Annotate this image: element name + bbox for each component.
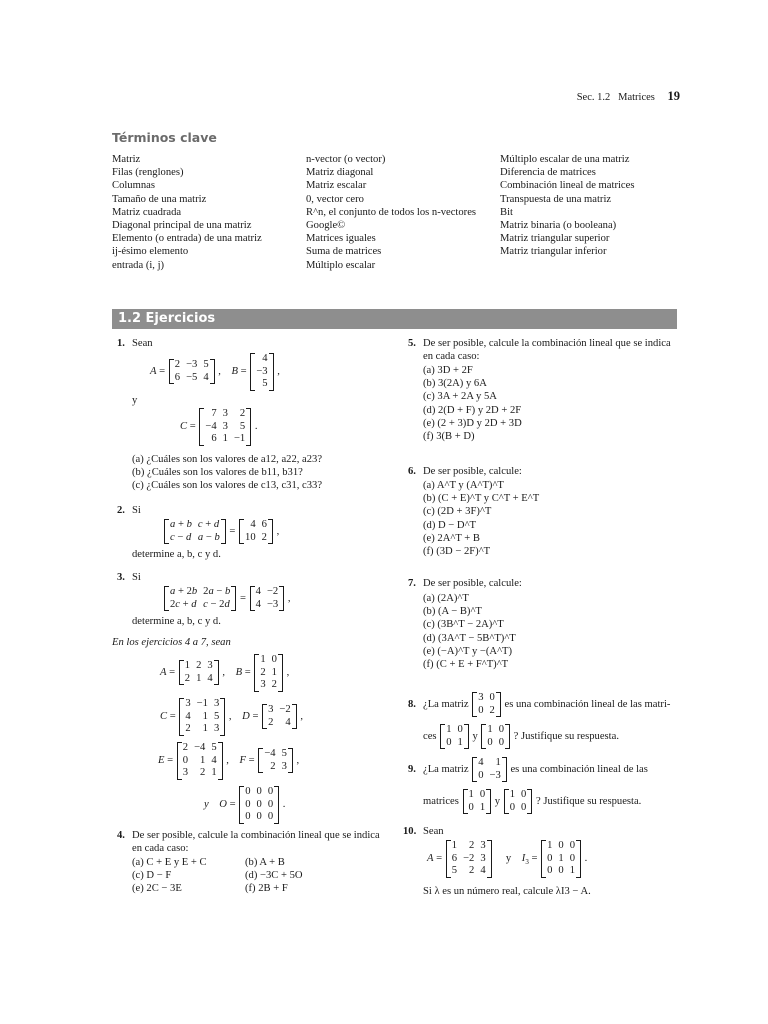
- exercise-10-tail: Si λ es un número real, calcule λI3 − A.: [423, 886, 591, 897]
- term: Transpuesta de una matriz: [500, 193, 612, 205]
- header-title: Matrices: [618, 92, 655, 103]
- list-item: (f) (3D − 2F)^T: [423, 545, 491, 557]
- list-item: (c) 3A + 2A y 5A: [423, 391, 497, 403]
- term: 0, vector cero: [306, 193, 364, 205]
- list-item: (f) (C + E + F^T)^T: [423, 658, 509, 670]
- term: Matriz binaria (o booleana): [500, 219, 617, 231]
- list-item: (e) 2C − 3E: [132, 883, 182, 895]
- matrix-equation-3: a + 2b 2a − b 2c + d c − 2d = 4 −2 4 −3 ,: [163, 586, 291, 611]
- exercise-number: 3.: [117, 572, 125, 583]
- matrix-C: 7 3 2 −4 3 5 6 1 −1: [199, 408, 251, 446]
- exercise-1: [117, 337, 153, 350]
- conjunction-y: y: [132, 395, 138, 406]
- exercise-9: 9. ¿La matriz 4 1 0 −3 es una combinación lineal de las: [408, 757, 648, 781]
- exercise-10: [403, 825, 444, 838]
- exercise-number: 9.: [408, 764, 416, 775]
- matrix-equation-A-B: A = 2 −3 5 6 −5 4 , B = 4 −3 5 ,: [150, 353, 280, 389]
- list-item: (b) (C + E)^T y C^T + E^T: [423, 493, 540, 505]
- term: Múltiplo escalar de una matriz: [500, 154, 630, 165]
- term: Matriz diagonal: [306, 167, 374, 179]
- list-item: (c) ¿Cuáles son los valores de c13, c31, c33?: [132, 480, 323, 492]
- list-item: (e) (2 + 3)D y 2D + 3D: [423, 417, 522, 429]
- exercise-text: De ser posible, calcule la combinación lineal que se indica: [423, 338, 671, 349]
- list-item: (f) 2B + F: [245, 883, 288, 895]
- list-item: (d) −3C + 5O: [245, 870, 303, 882]
- list-item: (d) D − D^T: [423, 519, 477, 531]
- header-section: Sec. 1.2: [576, 92, 611, 103]
- exercise-5-items: [423, 364, 522, 443]
- term: ij-ésimo elemento: [112, 246, 189, 258]
- exercise-lead: Sean: [423, 826, 444, 837]
- list-item: (f) 3(B + D): [423, 430, 475, 442]
- exercise-number: 7.: [408, 578, 416, 589]
- exercise-text: De ser posible, calcule:: [423, 466, 522, 477]
- exercise-number: 4.: [117, 830, 125, 841]
- list-item: (d) 2(D + F) y 2D + 2F: [423, 404, 522, 416]
- terms-column-2: [306, 153, 476, 272]
- exercise-3-tail: determine a, b, c y d.: [132, 616, 221, 627]
- term: Matriz cuadrada: [112, 206, 182, 218]
- exercise-8: 8. ¿La matriz 3 0 0 2 es una combinación lineal de las matri-: [408, 692, 671, 716]
- list-item: (a) (2A)^T: [423, 593, 469, 604]
- exercise-8-line-2: ces 1 0 0 1 y 1 0 0 0 ? Justifique su respuesta.: [423, 724, 619, 748]
- exercise-lead: Sean: [132, 338, 153, 349]
- list-item: (b) (A − B)^T: [423, 606, 482, 618]
- exercises-intro: En los ejercicios 4 a 7, sean: [112, 637, 231, 648]
- term: Diferencia de matrices: [500, 167, 596, 179]
- key-terms-title: Términos clave: [112, 130, 217, 145]
- term: Matriz: [112, 154, 141, 165]
- exercise-number: 5.: [408, 338, 416, 349]
- exercise-4-items: [132, 856, 303, 896]
- matrix-B: 4 −3 5: [250, 353, 273, 391]
- list-item: (a) A^T y (A^T)^T: [423, 480, 504, 491]
- term: Diagonal principal de una matriz: [112, 219, 252, 231]
- exercise-6-items: [423, 479, 539, 558]
- section-banner: [112, 309, 677, 329]
- term: Google©: [306, 219, 346, 231]
- term: Combinación lineal de matrices: [500, 180, 635, 192]
- term: Matriz escalar: [306, 180, 367, 192]
- matrix-equation-C: C = 7 3 2 −4 3 5 6 1 −1 .: [180, 408, 258, 444]
- exercise-1-items: [132, 453, 322, 493]
- list-item: (c) (3B^T − 2A)^T: [423, 619, 504, 631]
- matrix-equation-E-F: E = 2 −4 5 0 1 4 3 2 1 , F = −4 5 2 3 ,: [158, 742, 300, 778]
- exercise-number: 6.: [408, 466, 416, 477]
- matrix-equation-A-I3: A = 1 2 3 6 −2 3 5 2 4 y $I_3$ = 1 0 0 0 1 0 0 0 1 .: [427, 840, 588, 876]
- list-item: (a) ¿Cuáles son los valores de a12, a22, a23?: [132, 454, 323, 465]
- exercise-7-items: [423, 592, 516, 671]
- term: Matriz triangular inferior: [500, 246, 607, 258]
- term: Elemento (o entrada) de una matriz: [112, 233, 262, 245]
- terms-column-3: [500, 153, 634, 259]
- exercise-text: De ser posible, calcule la combinación lineal que se indica: [132, 830, 380, 841]
- exercise-9-line-2: matrices 1 0 0 1 y 1 0 0 0 ? Justifique su respuesta.: [423, 789, 642, 813]
- list-item: (b) 3(2A) y 6A: [423, 378, 487, 390]
- matrix-equation-2: a + b c + d c − d a − b = 4 6 10 2 ,: [163, 519, 279, 544]
- exercise-number: 2.: [117, 505, 125, 516]
- exercise-5: [408, 337, 671, 350]
- exercise-4: [117, 829, 380, 842]
- term: R^n, el conjunto de todos los n-vectores: [306, 206, 477, 218]
- running-header: [0, 90, 680, 104]
- list-item: (a) C + E y E + C: [132, 857, 207, 868]
- exercise-6: [408, 465, 522, 478]
- term: Múltiplo escalar: [306, 259, 376, 271]
- list-item: (c) D − F: [132, 870, 172, 882]
- terms-column-1: [112, 153, 262, 272]
- term: n-vector (o vector): [306, 154, 386, 165]
- exercise-number: 1.: [117, 338, 125, 349]
- matrix-A: 2 −3 5 6 −5 4: [169, 359, 215, 384]
- exercise-number: 8.: [408, 699, 416, 710]
- term: entrada (i, j): [112, 259, 165, 271]
- exercise-7: [408, 577, 522, 590]
- exercise-2: [117, 504, 141, 517]
- list-item: (c) (2D + 3F)^T: [423, 506, 492, 518]
- page-number: 19: [667, 89, 680, 103]
- term: Filas (renglones): [112, 167, 184, 179]
- list-item: (e) (−A)^T y −(A^T): [423, 645, 513, 657]
- list-item: (e) 2A^T + B: [423, 532, 480, 544]
- term: Matriz triangular superior: [500, 233, 610, 245]
- exercise-lead: Si: [132, 572, 141, 583]
- matrix-equation-A-B-2: A = 1 2 3 2 1 4 , B = 1 0 2 1 3 2 ,: [160, 654, 290, 690]
- list-item: (d) (3A^T − 5B^T)^T: [423, 632, 516, 644]
- list-item: (b) ¿Cuáles son los valores de b11, b31?: [132, 467, 303, 479]
- exercise-lead: Si: [132, 505, 141, 516]
- exercise-3: [117, 571, 141, 584]
- list-item: (a) 3D + 2F: [423, 365, 473, 376]
- term: Columnas: [112, 180, 155, 192]
- exercise-5-text-2: en cada caso:: [423, 351, 480, 362]
- list-item: (b) A + B: [245, 857, 285, 868]
- exercise-number: 10.: [403, 826, 417, 837]
- term: Matrices iguales: [306, 233, 376, 245]
- matrix-equation-O: y O = 0 0 0 0 0 0 0 0 0 .: [204, 786, 286, 822]
- term: Bit: [500, 206, 513, 218]
- term: Suma de matrices: [306, 246, 382, 258]
- exercise-text: De ser posible, calcule:: [423, 578, 522, 589]
- exercise-2-tail: determine a, b, c y d.: [132, 549, 221, 560]
- section-banner-title: 1.2 Ejercicios: [118, 311, 216, 326]
- matrix-equation-C-D: C = 3 −1 3 4 1 5 2 1 3 , D = 3 −2 2 4 ,: [160, 698, 303, 734]
- term: Tamaño de una matriz: [112, 193, 207, 205]
- exercise-4-text-2: en cada caso:: [132, 843, 189, 854]
